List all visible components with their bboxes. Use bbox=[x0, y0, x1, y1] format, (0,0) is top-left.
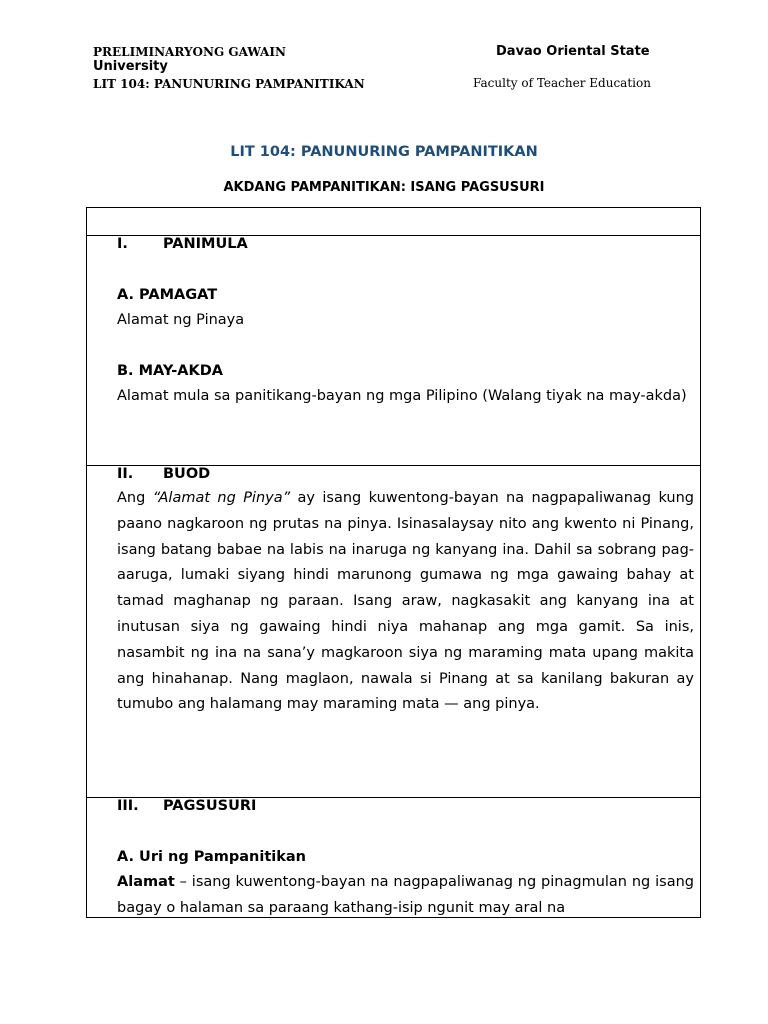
header-university-label: University bbox=[93, 59, 168, 74]
section-title: BUOD bbox=[163, 466, 211, 482]
document-title: LIT 104: PANUNURING PAMPANITIKAN bbox=[230, 144, 538, 160]
section-number: I. bbox=[117, 236, 128, 252]
table-header-row bbox=[86, 207, 701, 236]
section-pagsusuri bbox=[86, 797, 701, 918]
section-title: PANIMULA bbox=[163, 236, 248, 252]
term-definition: – isang kuwentong-bayan na nagpapaliwanag ng pinagmulan ng isang bagay o halaman sa paraang kathang-isip ngunit may aral na bbox=[117, 874, 694, 916]
section-title: PAGSUSURI bbox=[163, 798, 257, 814]
pamagat-label: A. PAMAGAT bbox=[117, 287, 218, 303]
document-subtitle: AKDANG PAMPANITIKAN: ISANG PAGSUSURI bbox=[223, 180, 545, 195]
section-buod bbox=[86, 465, 701, 798]
may-akda-label: B. MAY-AKDA bbox=[117, 363, 223, 379]
uri-definition bbox=[117, 870, 694, 918]
section-heading bbox=[117, 798, 256, 814]
section-number: II. bbox=[117, 466, 134, 482]
section-number: III. bbox=[117, 798, 139, 814]
header-faculty-name: Faculty of Teacher Education bbox=[473, 76, 651, 90]
uri-label: A. Uri ng Pampanitikan bbox=[117, 849, 306, 865]
buod-paragraph bbox=[117, 486, 694, 718]
term-label: Alamat bbox=[117, 874, 175, 890]
header-school-name: Davao Oriental State bbox=[496, 44, 650, 59]
buod-body: ay isang kuwentong-bayan na nagpapaliwanag kung paano nagkaroon ng prutas na pinya. Isinasalaysay nito ang kwento ni Pinang, isang batang babae na labis na inaruga ng kanyang ina. Dahil sa sobrang pag-aaruga, lumaki siyang hindi marunong gumawa ng mga gawaing bahay at tamad maghanap ng paraan. Isang araw, nagkasakit ang kanyang ina at inutusan siya ng gawaing hindi niya mahanap ang mga gamit. Sa inis, nasambit ng ina na sana’y magkaroon siya ng maraming mata upang makita ang hinahanap. Nang maglaon, nawala si Pinang at sa kanilang bakuran ay tumubo ang halamang may maraming mata — ang pinya. bbox=[117, 490, 694, 713]
section-heading bbox=[117, 466, 210, 482]
header-course-label: LIT 104: PANUNURING PAMPANITIKAN bbox=[93, 77, 365, 91]
work-title: “Alamat ng Pinya” bbox=[152, 490, 291, 506]
pamagat-value: Alamat ng Pinaya bbox=[117, 312, 245, 328]
header-activity-label: PRELIMINARYONG GAWAIN bbox=[93, 45, 286, 59]
section-heading bbox=[117, 236, 248, 252]
section-panimula bbox=[86, 235, 701, 466]
buod-lead: Ang bbox=[117, 490, 153, 506]
may-akda-value: Alamat mula sa panitikang-bayan ng mga Pilipino (Walang tiyak na may-akda) bbox=[117, 388, 687, 404]
